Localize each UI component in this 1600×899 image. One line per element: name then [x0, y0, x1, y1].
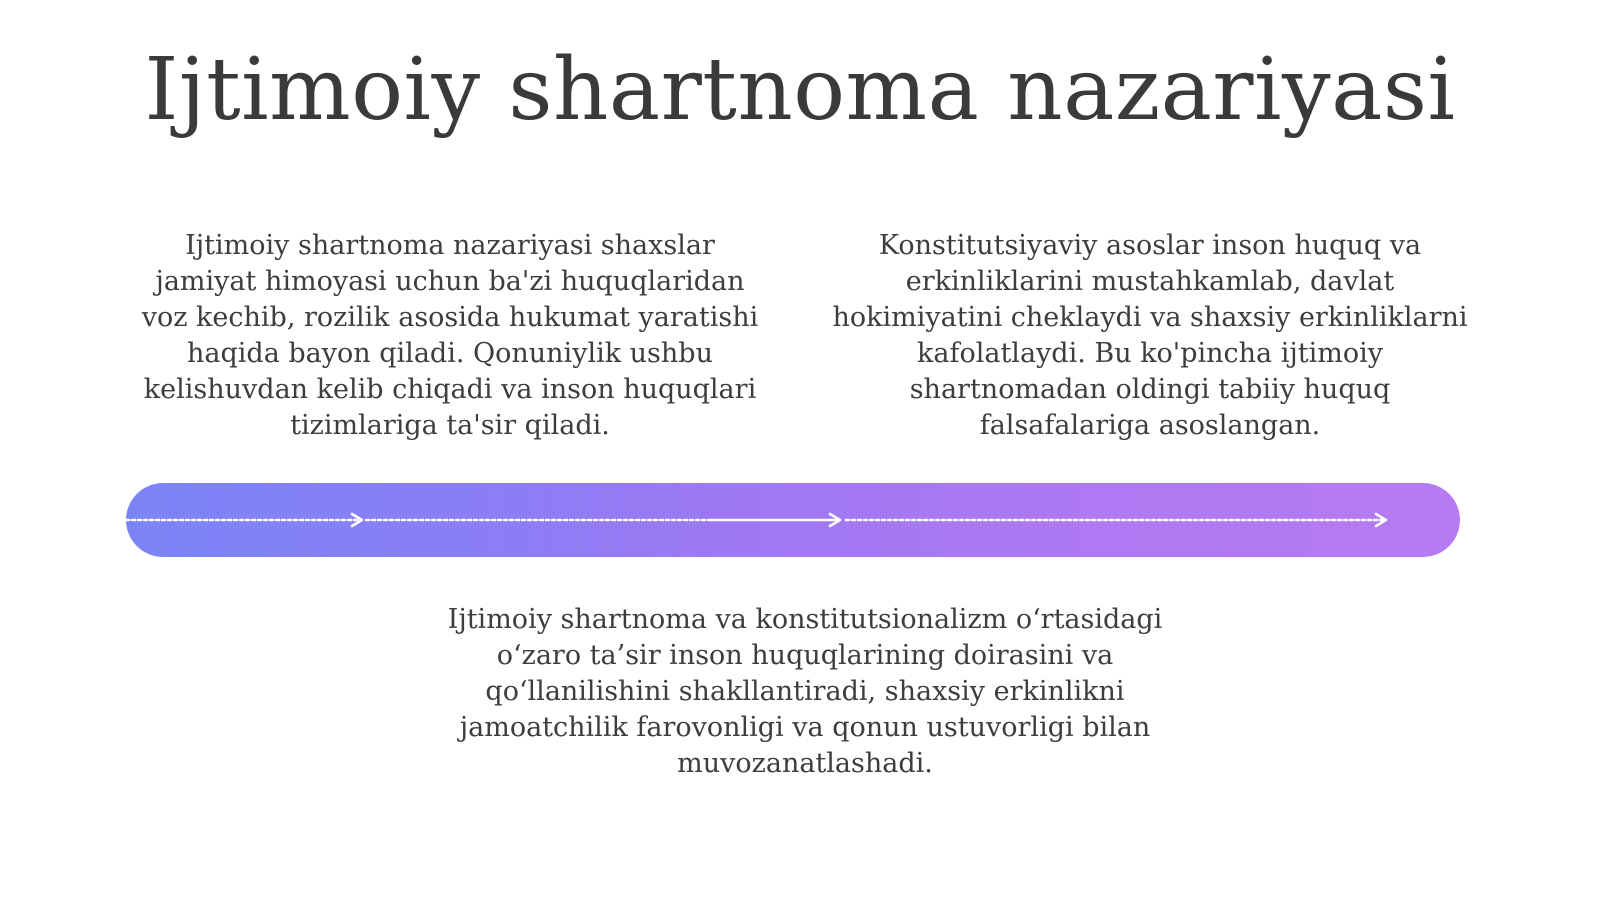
paragraph-left: Ijtimoiy shartnoma nazariyasi shaxslar jamiyat himoyasi uchun ba'zi huquqlaridan voz kechib, rozilik asosida hukumat yaratishi haqida bayon qiladi. Qonuniylik ushbu kelishuvdan kelib chiqadi va inson huquqlari tizimlariga ta'sir qiladi. [141, 230, 759, 441]
paragraph-bottom: Ijtimoiy shartnoma va konstitutsionalizm o‘rtasidagi o‘zaro ta’sir inson huquqlarining doirasini va qo‘llanilishini shakllantiradi, shaxsiy erkinlikni jamoatchilik farovonligi va qonun ustuvorligi bilan muvozanatlashadi. [447, 604, 1163, 779]
paragraph-right: Konstitutsiyaviy asoslar inson huquq va erkinliklarini mustahkamlab, davlat hokimiyatini cheklaydi va shaxsiy erkinliklarni kafolatlaydi. Bu ko'pincha ijtimoiy shartnomadan oldingi tabiiy huquq falsafalariga asoslangan. [832, 230, 1468, 441]
slide-title: Ijtimoiy shartnoma nazariyasi [144, 40, 1456, 140]
timeline-arrows [126, 483, 1460, 557]
timeline-bar [126, 483, 1460, 557]
